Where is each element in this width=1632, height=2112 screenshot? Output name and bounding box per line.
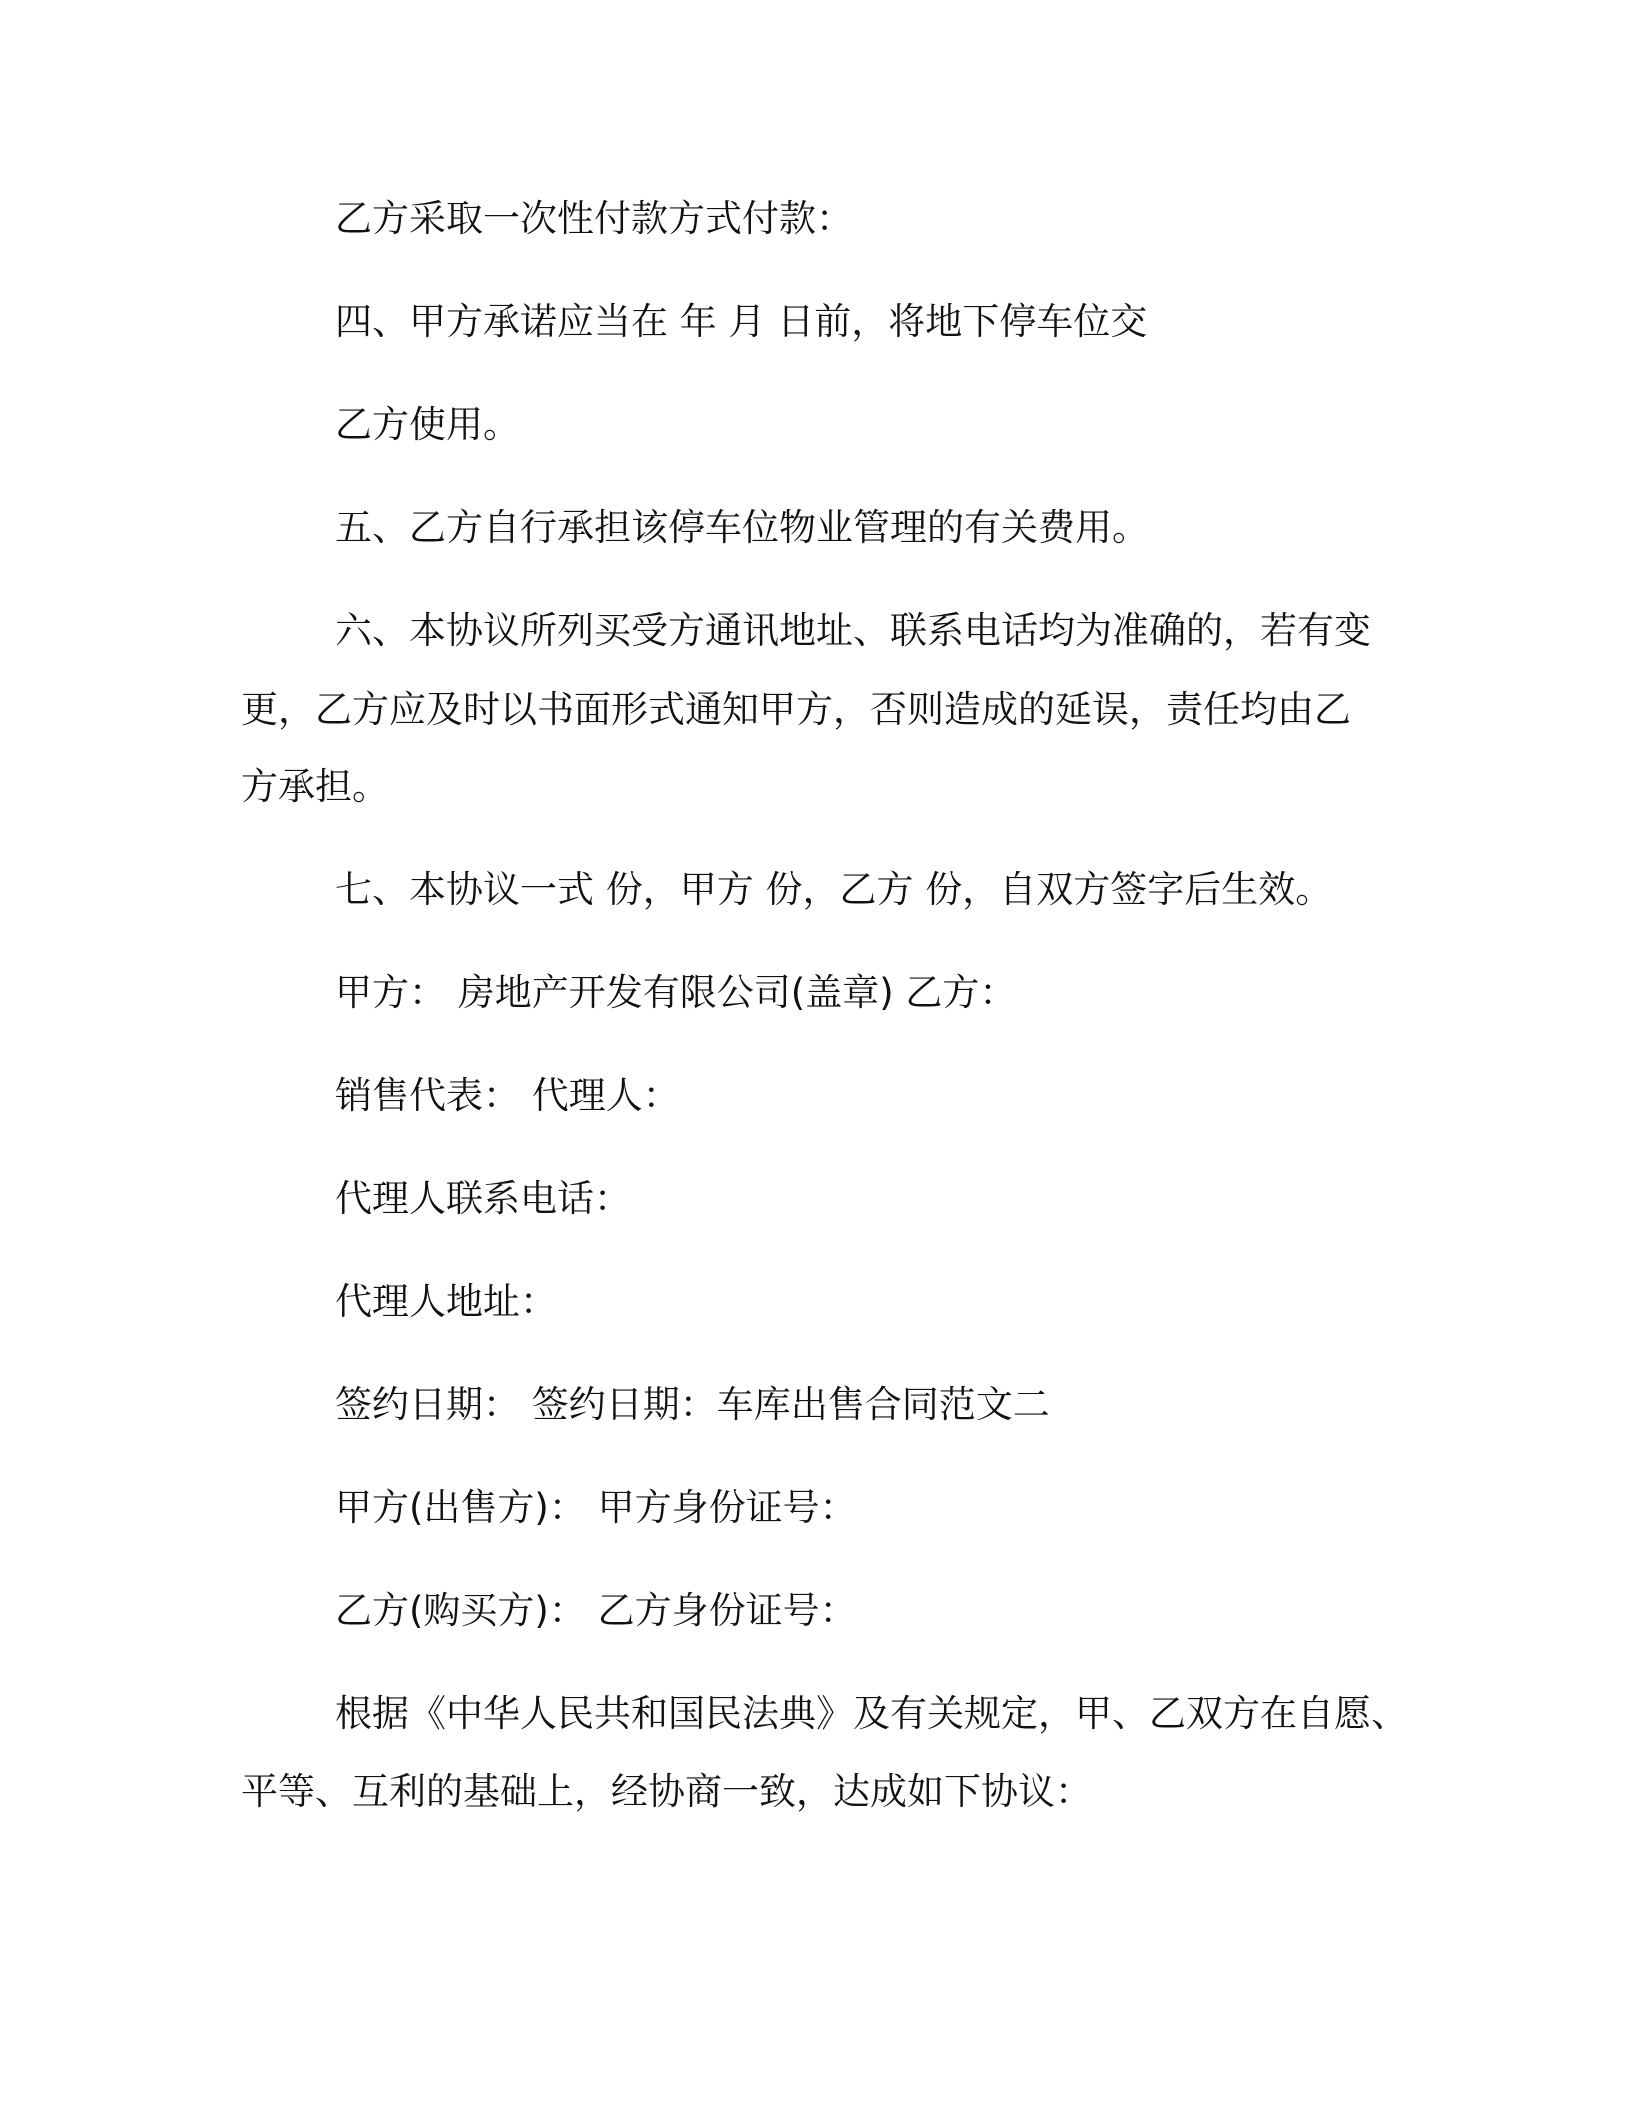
clause-four-continuation: 乙方使用。 xyxy=(335,403,520,446)
clause-five-line: 五、乙方自行承担该停车位物业管理的有关费用。 xyxy=(335,506,1149,549)
sales-representative-line: 销售代表： 代理人： xyxy=(335,1074,680,1117)
signing-date-line: 签约日期： 签约日期：车库出售合同范文二 xyxy=(335,1383,1050,1426)
clause-six-end: 方承担。 xyxy=(241,765,389,808)
agent-phone-line: 代理人联系电话： xyxy=(335,1177,631,1220)
buyer-line: 乙方(购买方)： 乙方身份证号： xyxy=(335,1589,857,1632)
clause-four-line: 四、甲方承诺应当在 年 月 日前，将地下停车位交 xyxy=(335,300,1148,343)
party-a-line: 甲方： 房地产开发有限公司(盖章) 乙方： xyxy=(335,971,1017,1014)
clause-six-continuation: 更，乙方应及时以书面形式通知甲方，否则造成的延误，责任均由乙 xyxy=(241,688,1351,731)
agent-address-line: 代理人地址： xyxy=(335,1280,557,1323)
legal-basis-continuation: 平等、互利的基础上，经协商一致，达成如下协议： xyxy=(241,1770,1092,1813)
clause-six-line: 六、本协议所列买受方通讯地址、联系电话均为准确的，若有变 xyxy=(335,609,1371,652)
payment-method-line: 乙方采取一次性付款方式付款： xyxy=(335,197,853,240)
seller-line: 甲方(出售方)： 甲方身份证号： xyxy=(335,1486,857,1529)
legal-basis-line: 根据《中华人民共和国民法典》及有关规定，甲、乙双方在自愿、 xyxy=(335,1692,1408,1735)
clause-seven-line: 七、本协议一式 份，甲方 份，乙方 份，自双方签字后生效。 xyxy=(335,868,1333,911)
